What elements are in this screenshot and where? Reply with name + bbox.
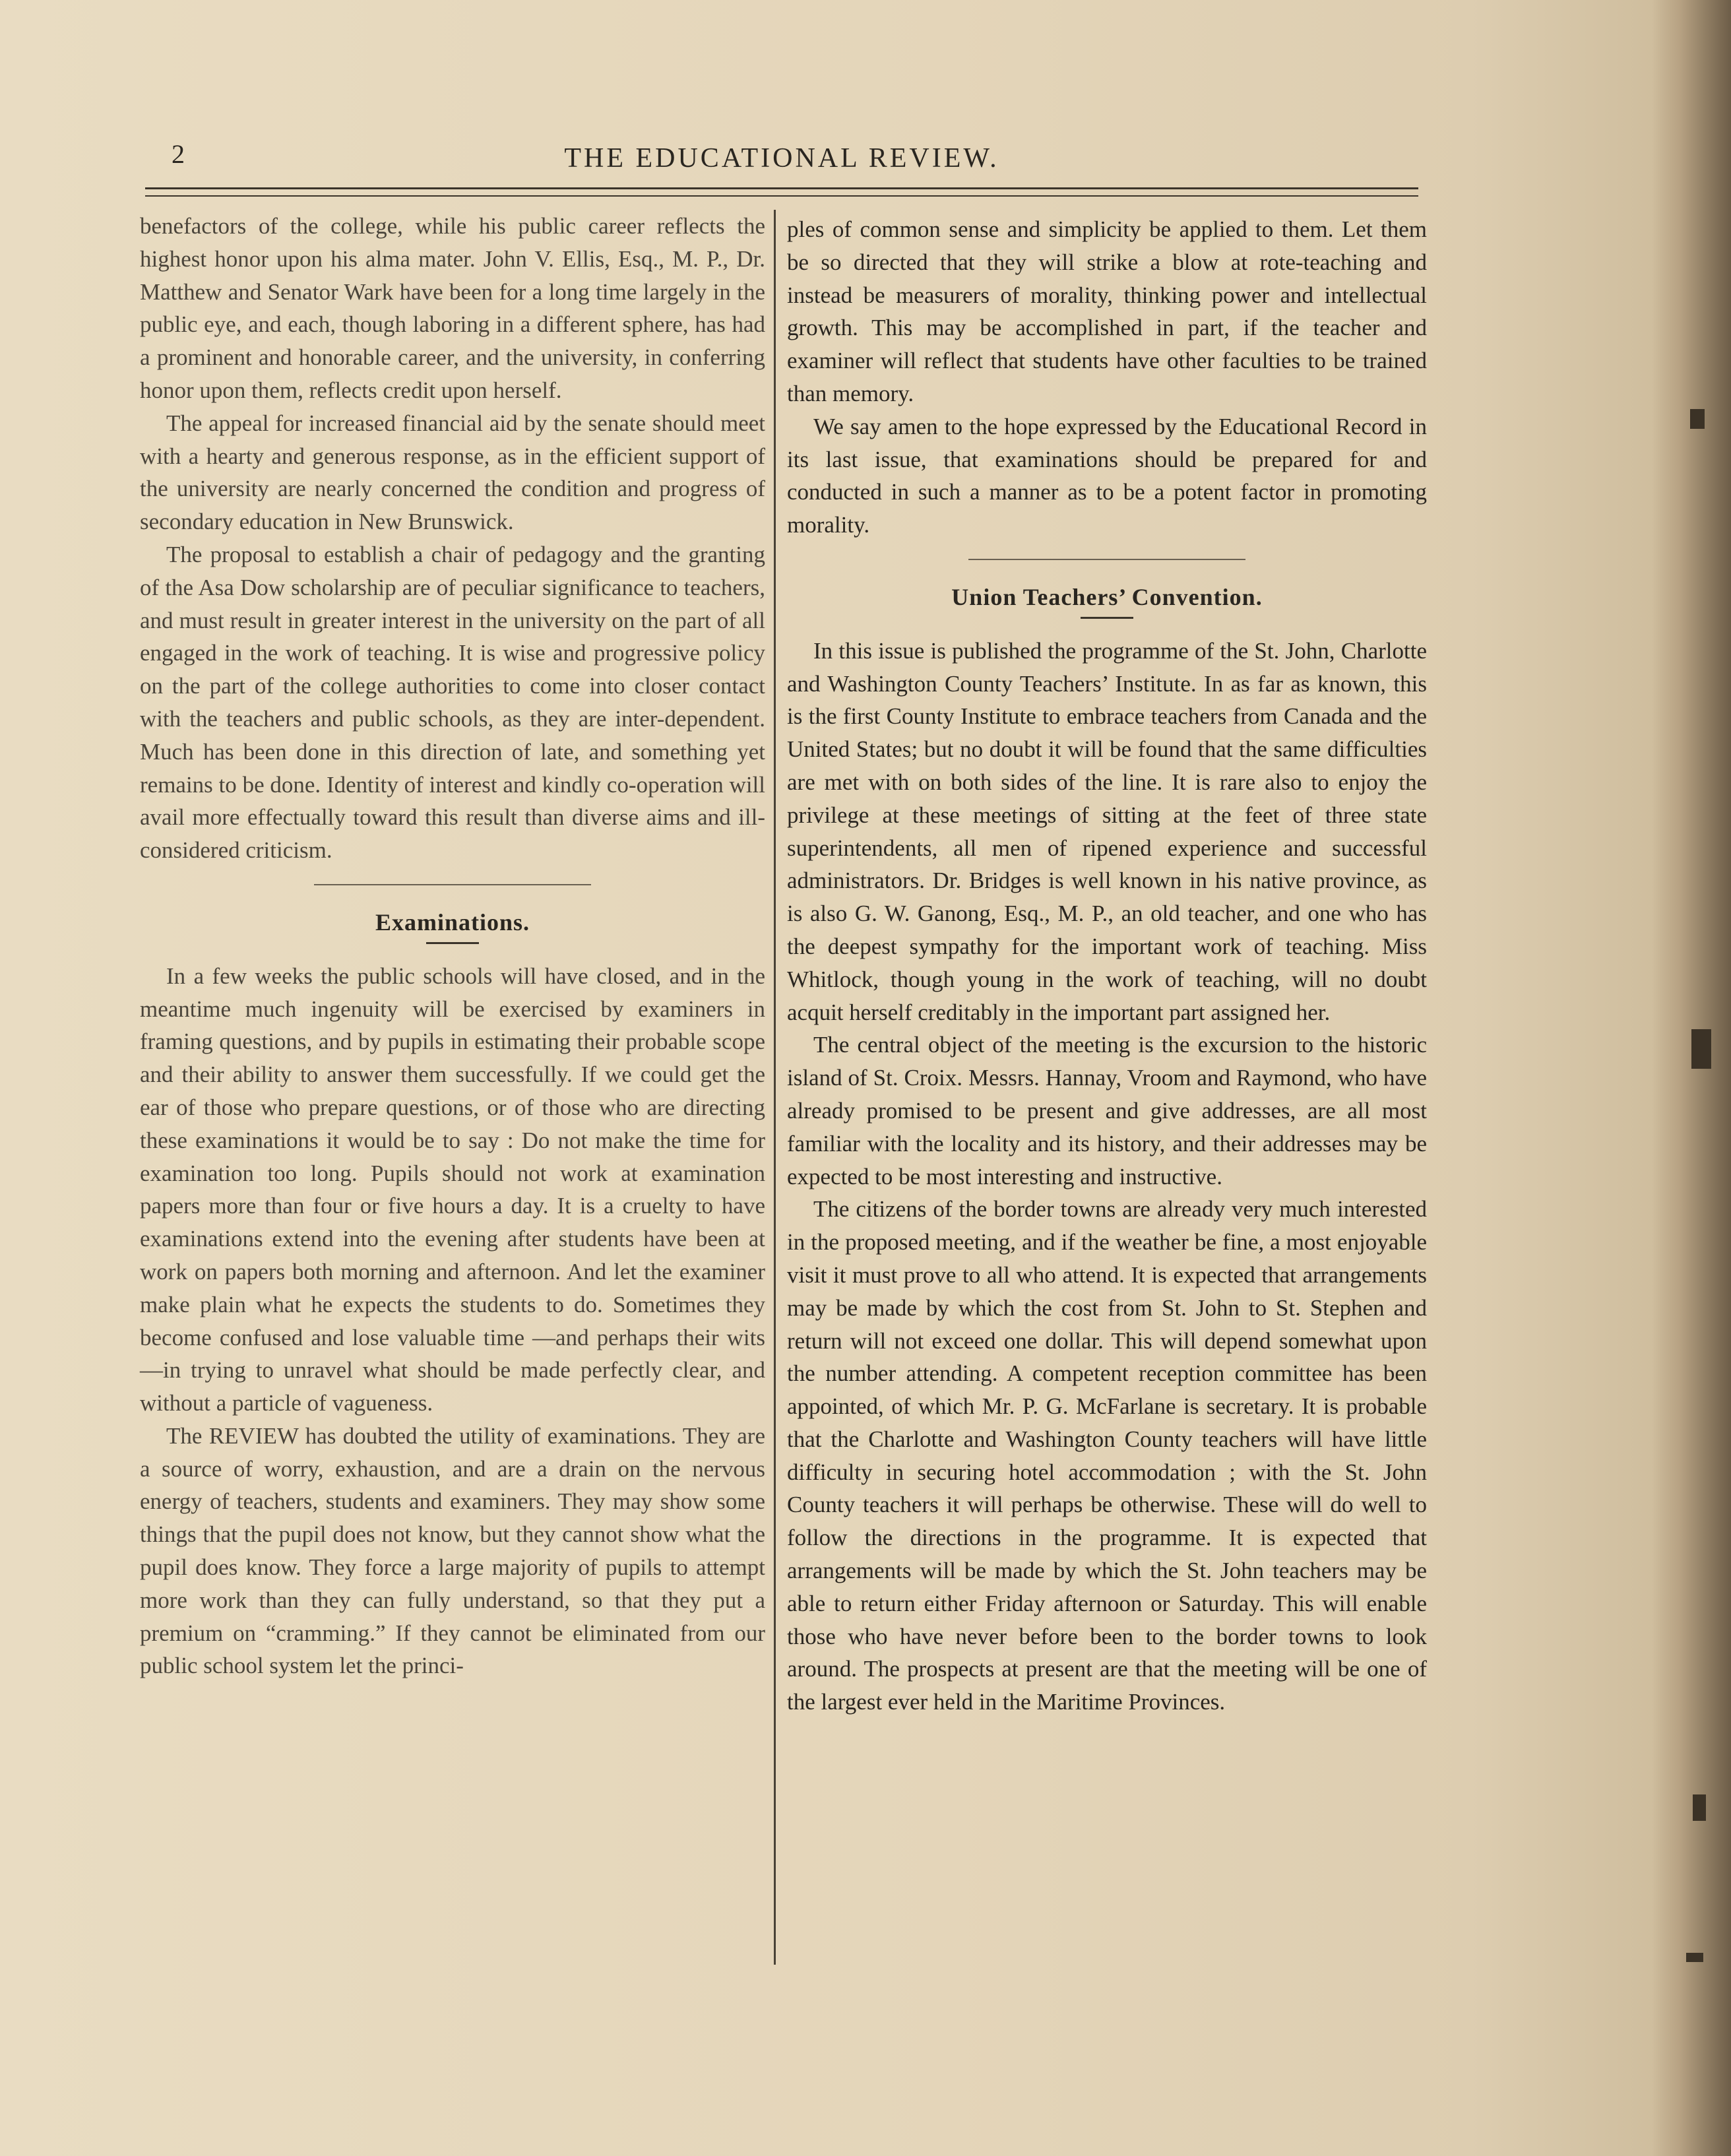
- page-number: 2: [172, 139, 186, 169]
- running-title: THE EDUCATIONAL REVIEW.: [564, 143, 999, 174]
- binding-mark: [1690, 409, 1705, 429]
- left-column: [140, 210, 765, 1682]
- section-heading: Examinations.: [375, 908, 530, 935]
- paragraph: ples of common sense and simplicity be applied to them. Let them be so directed that they will strike a blow at rote-teaching and instead be measurers of morality, thinking power and intellectual growth. This may be accomplished in part, if the teacher and examiner will reflect that students have other faculties to be trained than memory.: [787, 216, 1427, 406]
- paragraph: The appeal for increased financial aid by the senate should meet with a hearty and generous response, as in the efficient support of the university are nearly concerned the condition and progress of secondary education in New Brunswick.: [140, 410, 765, 535]
- paragraph: In this issue is published the programme of the St. John, Charlotte and Washington County Teachers’ Institute. In as far as known, this is the first County Institute to embrace teachers from Canada and the United States; but no doubt it will be found that the same difficulties are met with on both sides of the line. It is rare also to enjoy the privilege at these meetings of sitting at the feet of three state superintendents, all men of ripened experience and successful administrators. Dr. Bridges is well known in his native province, as is also G. W. Ganong, Esq., M. P., an old teacher, and one who has the deepest sympathy for the important work of teaching. Miss Whitlock, though young in the work of teaching, will no doubt acquit herself creditably in the important part assigned her.: [787, 637, 1427, 1025]
- page-binding-edge: [1652, 0, 1731, 2156]
- header-rule-bottom: [145, 195, 1418, 197]
- header-rule-top: [145, 187, 1418, 189]
- section-divider: [314, 884, 591, 885]
- heading-rule: [1081, 617, 1133, 619]
- section-divider: [968, 559, 1245, 560]
- column-separator: [774, 210, 776, 1965]
- paragraph: The citizens of the border towns are already very much interested in the proposed meeting, and if the weather be fine, a most enjoyable visit it must prove to all who attend. It is expected that arrangements may be made by which the cost from St. John to St. Stephen and return will not exceed one dollar. This will depend somewhat upon the number attending. A competent reception committee has been appointed, of which Mr. P. G. McFarlane is secretary. It is probable that the Charlotte and Washington County teachers will have little difficulty in securing hotel accommodation ; with the St. John County teachers it will perhaps be otherwise. These will do well to follow the directions in the programme. It is expected that arrangements will be made by which the St. John teachers may be able to return either Friday afternoon or Saturday. This will enable those who have never before been to the border towns to look around. The prospects at present are that the meeting will be one of the largest ever held in the Maritime Provinces.: [787, 1196, 1427, 1715]
- paragraph: benefactors of the college, while his public career reflects the highest honor upon his alma mater. John V. Ellis, Esq., M. P., Dr. Matthew and Senator Wark have been for a long time largely in the public eye, and each, though laboring in a different sphere, has had a prominent and honorable career, and the university, in conferring honor upon them, reflects credit upon herself.: [140, 213, 765, 403]
- paragraph: The central object of the meeting is the excursion to the historic island of St. Croix. Messrs. Hannay, Vroom and Raymond, who have already promised to be present and give addresses, are all most familiar with the locality and its history, and their addresses may be expected to be most interesting and instructive.: [787, 1032, 1427, 1189]
- binding-mark: [1693, 1794, 1706, 1821]
- paragraph: The proposal to establish a chair of pedagogy and the granting of the Asa Dow scholarship are of peculiar significance to teachers, and must result in greater interest in the university on the part of all engaged in the work of teaching. It is wise and progressive policy on the part of the college authorities to come into closer contact with the teachers and public schools, as they are inter-dependent. Much has been done in this direction of late, and something yet remains to be done. Identity of interest and kindly co-operation will avail more effectually toward this result than diverse aims and ill-considered criticism.: [140, 541, 765, 864]
- section-heading: Union Teachers’ Convention.: [951, 583, 1263, 610]
- paragraph: We say amen to the hope expressed by the Educational Record in its last issue, that examinations should be prepared for and conducted in such a manner as to be a potent factor in promoting morality.: [787, 413, 1427, 538]
- right-column: [787, 213, 1427, 1719]
- binding-mark: [1686, 1953, 1703, 1962]
- paragraph: In a few weeks the public schools will have closed, and in the meantime much ingenuity will be exercised by examiners in framing questions, and by pupils in estimating their probable scope and their ability to answer them successfully. If we could get the ear of those who prepare questions, or of those who are directing these examinations it would be to say : Do not make the time for examination too long. Pupils should not work at examination papers more than four or five hours a day. It is a cruelty to have examinations extend into the evening after students have been at work on papers both morning and afternoon. And let the examiner make plain what he expects the students to do. Sometimes they become confused and lose valuable time —and perhaps their wits—in trying to unravel what should be made perfectly clear, and without a particle of vagueness.: [140, 963, 765, 1416]
- heading-rule: [426, 942, 479, 944]
- paragraph: The REVIEW has doubted the utility of examinations. They are a source of worry, exhaustion, and are a drain on the nervous energy of teachers, students and examiners. They may show some things that the pupil does not know, but they cannot show what the pupil does know. They force a large majority of pupils to attempt more work than they can fully understand, so that they put a premium on “cramming.” If they cannot be eliminated from our public school system let the princi-: [140, 1422, 765, 1679]
- page-header: [139, 139, 1425, 185]
- binding-mark: [1691, 1029, 1711, 1069]
